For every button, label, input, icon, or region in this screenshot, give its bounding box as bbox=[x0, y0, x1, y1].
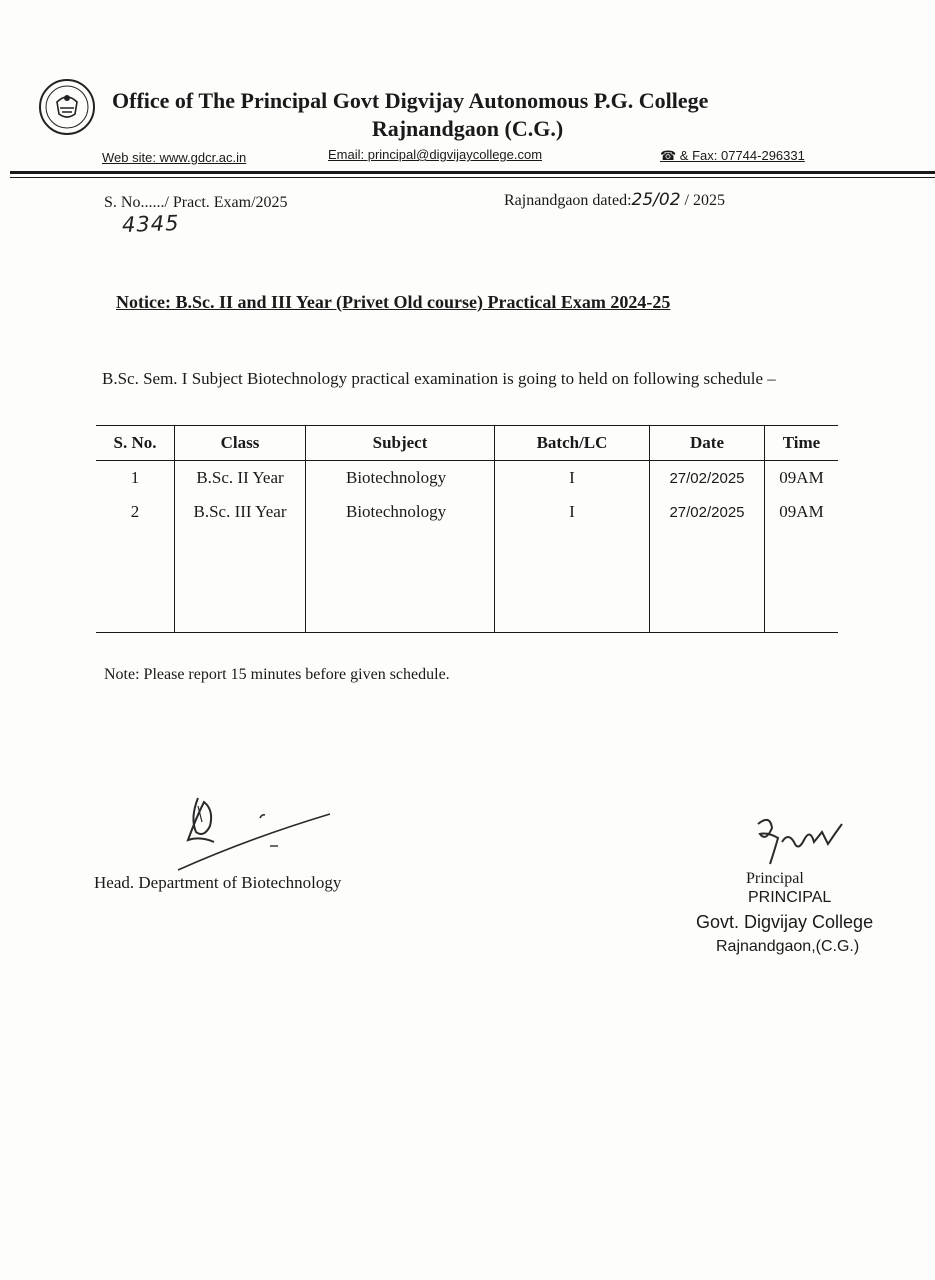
header-sno: S. No. bbox=[96, 426, 175, 461]
cell-class: B.Sc. II Year bbox=[175, 461, 306, 496]
table-header-row bbox=[96, 426, 838, 461]
cell-subject: Biotechnology bbox=[306, 495, 495, 529]
cell-sno: 2 bbox=[130, 502, 140, 521]
header-batch: Batch/LC bbox=[495, 426, 650, 461]
college-city: Rajnandgaon (C.G.) bbox=[371, 116, 564, 141]
cell-date: 27/02/2025 bbox=[650, 461, 765, 496]
dated-prefix: Rajnandgaon dated: bbox=[504, 192, 632, 209]
principal-stamp-title: PRINCIPAL bbox=[748, 889, 832, 906]
college-fax: ☎ & Fax: 07744-296331 bbox=[660, 148, 805, 163]
handwritten-reference-number: 4345 bbox=[121, 211, 180, 237]
notice-intro: B.Sc. Sem. I Subject Biotechnology practical examination is going to held on following schedule – bbox=[102, 369, 776, 388]
college-website: Web site: www.gdcr.ac.in bbox=[102, 150, 247, 165]
reference-number: S. No....../ Pract. Exam/2025 bbox=[104, 194, 288, 211]
principal-signature bbox=[752, 812, 852, 872]
principal-label: Principal bbox=[746, 870, 804, 887]
report-note: Note: Please report 15 minutes before given schedule. bbox=[104, 666, 450, 683]
table-empty-row bbox=[96, 529, 838, 633]
cell-batch: I bbox=[495, 495, 650, 529]
college-name: Office of The Principal Govt Digvijay Autonomous P.G. College bbox=[112, 88, 709, 113]
dated-handwritten: 25/02 bbox=[631, 190, 681, 210]
header-time: Time bbox=[765, 426, 839, 461]
college-email: Email: principal@digvijaycollege.com bbox=[328, 147, 543, 162]
issue-date bbox=[504, 190, 725, 210]
cell-time: 09AM bbox=[765, 495, 839, 529]
dated-suffix: / 2025 bbox=[680, 192, 725, 209]
cell-subject: Biotechnology bbox=[306, 461, 495, 496]
hod-signature bbox=[170, 788, 340, 872]
cell-class: B.Sc. III Year bbox=[175, 495, 306, 529]
header-subject: Subject bbox=[306, 426, 495, 461]
table-row bbox=[96, 461, 838, 496]
header-date: Date bbox=[650, 426, 765, 461]
principal-stamp-city: Rajnandgaon,(C.G.) bbox=[716, 938, 860, 955]
notice-title: Notice: B.Sc. II and III Year (Privet Old course) Practical Exam 2024-25 bbox=[116, 292, 671, 312]
header-class: Class bbox=[175, 426, 306, 461]
principal-stamp-college: Govt. Digvijay College bbox=[696, 912, 874, 932]
table-row bbox=[96, 495, 838, 529]
cell-date: 27/02/2025 bbox=[650, 495, 765, 529]
hod-title: Head. Department of Biotechnology bbox=[94, 873, 342, 892]
header-divider-thin bbox=[10, 177, 935, 178]
header-divider bbox=[10, 171, 935, 174]
cell-sno: 1 bbox=[130, 468, 140, 487]
schedule-table bbox=[96, 425, 838, 633]
cell-batch: I bbox=[495, 461, 650, 496]
cell-time: 09AM bbox=[765, 461, 839, 496]
